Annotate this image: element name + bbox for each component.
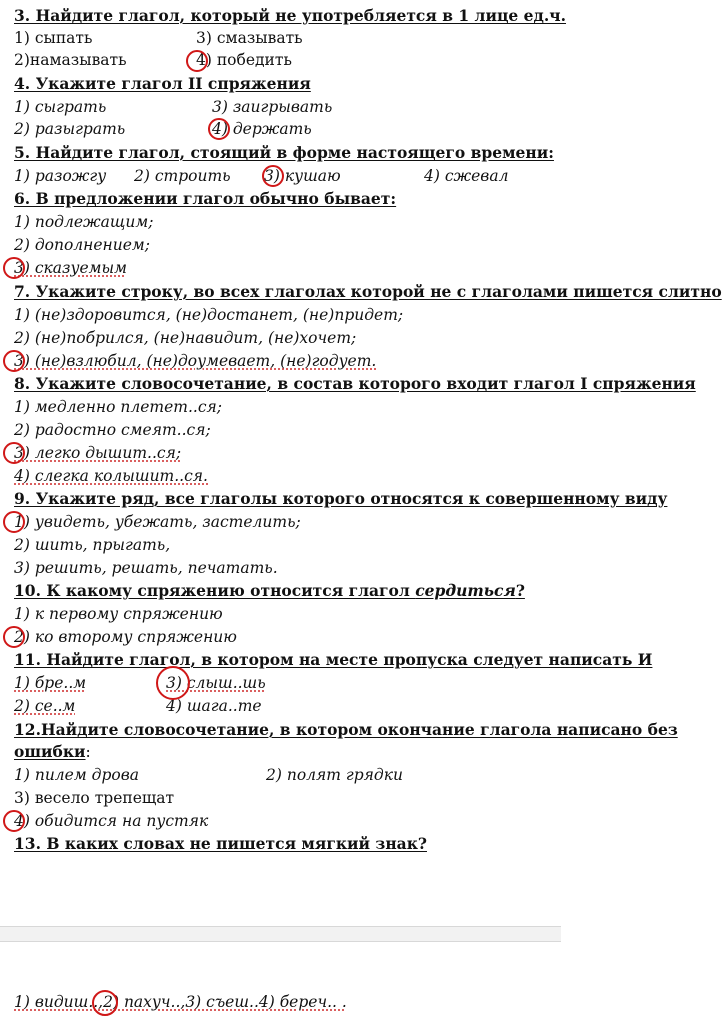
q9-answer-2: 2) шить, прыгать, [14,536,171,554]
q4-answer-2: 2) разыграть [14,120,126,138]
q5-answer-4: 4) сжевал [424,167,509,185]
answer-circle-mark [156,666,190,700]
q11-answer-4: 4) шага..те [166,697,262,715]
q9-answer-1: 1) увидеть, убежать, застелить; [14,513,301,531]
answer-circle-mark [3,350,25,372]
answer-circle-mark [262,165,284,187]
q6-answer-2: 2) дополнением; [14,236,150,254]
q12-title-line2: ошибки: [14,742,91,761]
q6-title: 6. В предложении глагол обычно бывает: [14,189,397,208]
q10-title: 10. К какому спряжению относится глагол сердиться? [14,581,525,600]
q8-answer-2: 2) радостно смеят..ся; [14,421,211,439]
q9-title: 9. Укажите ряд, все глаголы которого относятся к совершенному виду [14,489,668,508]
page-separator [0,926,561,942]
q6-answer-3: 3) сказуемым [14,259,127,277]
q12-answer-3: 3) весело трепещат [14,789,175,807]
q5-answer-1: 1) разожгу [14,167,107,185]
q8-answer-4: 4) слегка колышит..ся. [14,467,208,485]
q3-answer-2: 2)намазывать [14,51,127,69]
q5-title: 5. Найдите глагол, стоящий в форме настоящего времени: [14,143,554,162]
q13-answers: 1) видиш..,2) пахуч..,3) съеш..4) береч.. . [14,993,347,1011]
q8-answer-1: 1) медленно плетет..ся; [14,398,223,416]
answer-circle-mark [3,810,25,832]
q6-answer-1: 1) подлежащим; [14,213,154,231]
q11-answer-3: 3) слыш..шь [166,674,266,692]
q8-title: 8. Укажите словосочетание, в состав которого входит глагол I спряжения [14,374,696,393]
q10-answer-2: 2) ко второму спряжению [14,628,237,646]
q11-answer-2: 2) се..м [14,697,76,715]
q9-answer-3: 3) решить, решать, печатать. [14,559,278,577]
q12-answer-2: 2) полят грядки [266,766,403,784]
q12-answer-1: 1) пилем дрова [14,766,139,784]
answer-circle-mark [3,442,25,464]
q12-answer-4: 4) обидится на пустяк [14,812,209,830]
q4-title: 4. Укажите глагол II спряжения [14,74,311,93]
answer-circle-mark [3,257,25,279]
q11-title: 11. Найдите глагол, в котором на месте пропуска следует написать И [14,650,653,669]
q5-answer-2: 2) строить [134,167,231,185]
q10-verb: сердиться [415,581,516,600]
answer-circle-mark [186,50,208,72]
q12-title-line1: 12.Найдите словосочетание, в котором окончание глагола написано без [14,720,678,739]
q3-answer-1: 1) сыпать [14,29,93,47]
q7-answer-1: 1) (не)здоровится, (не)достанет, (не)придет; [14,306,404,324]
q4-answer-4: 4) держать [212,120,312,138]
answer-circle-mark [208,118,230,140]
q7-title: 7. Укажите строку, во всех глаголах которой не с глаголами пишется слитно [14,282,722,301]
q10-answer-1: 1) к первому спряжению [14,605,223,623]
answer-circle-mark [92,990,118,1016]
answer-circle-mark [3,626,25,648]
q3-title: 3. Найдите глагол, который не употребляется в 1 лице ед.ч. [14,6,567,25]
q3-answer-3: 3) смазывать [196,29,303,47]
q4-answer-1: 1) сыграть [14,98,107,116]
q7-answer-2: 2) (не)побрился, (не)навидит, (не)хочет; [14,329,357,347]
q5-answer-3: 3) кушаю [264,167,341,185]
q13-title: 13. В каких словах не пишется мягкий знак? [14,834,427,853]
q8-answer-3: 3) легко дышит..ся; [14,444,182,462]
answer-circle-mark [3,511,25,533]
q11-answer-1: 1) бре..м [14,674,87,692]
q4-answer-3: 3) заигрывать [212,98,333,116]
q7-answer-3: 3) (не)взлюбил, (не)доумевает, (не)годует. [14,352,377,370]
q3-answer-4: 4) победить [196,51,292,69]
